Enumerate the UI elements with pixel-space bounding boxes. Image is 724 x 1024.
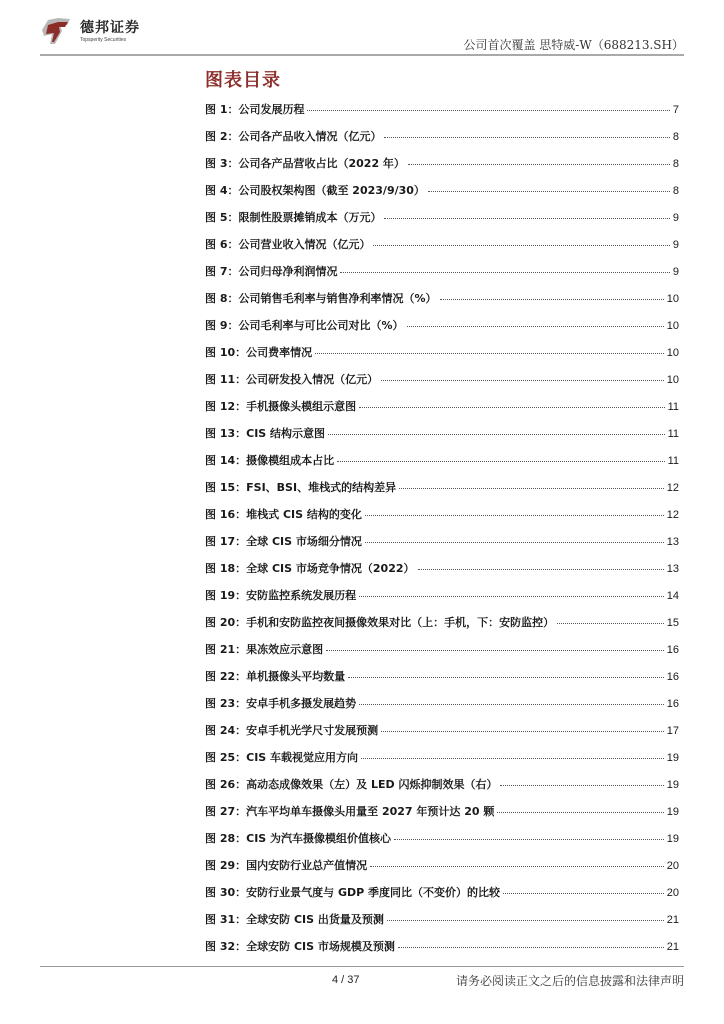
- dot-leader: [307, 110, 669, 111]
- toc-entry-label: 图 4：公司股权架构图（截至 2023/9/30）: [205, 184, 425, 197]
- toc-entry-label: 图 25：CIS 车载视觉应用方向: [205, 751, 359, 764]
- dot-leader: [337, 461, 664, 462]
- toc-entry[interactable]: [205, 398, 679, 425]
- dot-leader: [340, 272, 669, 273]
- company-logo: [40, 16, 150, 48]
- dot-leader: [387, 920, 664, 921]
- toc-entry-page: 17: [666, 725, 679, 737]
- toc-entry[interactable]: [205, 236, 679, 263]
- lion-logo-icon: [40, 16, 74, 46]
- toc-entry-page: 13: [666, 563, 679, 575]
- toc-entry[interactable]: [205, 641, 679, 668]
- dot-leader: [381, 731, 664, 732]
- dot-leader: [315, 353, 664, 354]
- toc-entry[interactable]: [205, 101, 679, 128]
- dot-leader: [326, 650, 664, 651]
- toc-entry-label: 图 32：全球安防 CIS 市场规模及预测: [205, 940, 395, 953]
- toc-entry[interactable]: [205, 317, 679, 344]
- dot-leader: [428, 191, 670, 192]
- toc-entry-label: 图 10：公司费率情况: [205, 346, 313, 359]
- toc-entry-page: 19: [666, 806, 679, 818]
- dot-leader: [557, 623, 664, 624]
- footer-divider: [40, 966, 684, 967]
- dot-leader: [365, 542, 664, 543]
- dot-leader: [348, 677, 664, 678]
- toc-entry-label: 图 30：安防行业景气度与 GDP 季度同比（不变价）的比较: [205, 886, 501, 899]
- toc-entry-label: 图 8：公司销售毛利率与销售净利率情况（%）: [205, 292, 437, 305]
- toc-entry[interactable]: [205, 155, 679, 182]
- toc-entry[interactable]: [205, 668, 679, 695]
- toc-entry-label: 图 28：CIS 为汽车摄像模组价值核心: [205, 832, 392, 845]
- dot-leader: [359, 704, 664, 705]
- toc-entry[interactable]: [205, 722, 679, 749]
- toc-entry[interactable]: [205, 533, 679, 560]
- toc-entry[interactable]: [205, 884, 679, 911]
- logo-english-name: Topsperity Securities: [80, 37, 127, 43]
- toc-entry-label: 图 7：公司归母净利润情况: [205, 265, 338, 278]
- toc-entry-label: 图 17：全球 CIS 市场细分情况: [205, 535, 362, 548]
- toc-entry-page: 16: [666, 644, 679, 656]
- dot-leader: [399, 488, 664, 489]
- toc-entry-label: 图 11：公司研发投入情况（亿元）: [205, 373, 379, 386]
- toc-entry[interactable]: [205, 128, 679, 155]
- toc-entry-page: 10: [666, 293, 679, 305]
- toc-entry-page: 15: [666, 617, 679, 629]
- toc-entry-label: 图 24：安卓手机光学尺寸发展预测: [205, 724, 379, 737]
- header-divider: [40, 54, 684, 56]
- dot-leader: [359, 596, 664, 597]
- legal-disclaimer: 请务必阅读正文之后的信息披露和法律声明: [455, 974, 684, 988]
- toc-entry-label: 图 13：CIS 结构示意图: [205, 427, 326, 440]
- dot-leader: [370, 866, 664, 867]
- toc-entry-label: 图 26：高动态成像效果（左）及 LED 闪烁抑制效果（右）: [205, 778, 498, 791]
- toc-entry-label: 图 20：手机和安防监控夜间摄像效果对比（上：手机，下：安防监控）: [205, 616, 555, 629]
- toc-entry-page: 20: [666, 860, 679, 872]
- toc-entry-label: 图 12：手机摄像头模组示意图: [205, 400, 357, 413]
- toc-entry-label: 图 18：全球 CIS 市场竞争情况（2022）: [205, 562, 415, 575]
- toc-entry-label: 图 3：公司各产品营收占比（2022 年）: [205, 157, 405, 170]
- toc-entry[interactable]: [205, 587, 679, 614]
- toc-entry-page: 19: [666, 752, 679, 764]
- dot-leader: [503, 893, 664, 894]
- toc-entry-page: 13: [666, 536, 679, 548]
- logo-chinese-name: 德邦证券: [80, 20, 140, 36]
- dot-leader: [408, 164, 670, 165]
- toc-entry-label: 图 5：限制性股票摊销成本（万元）: [205, 211, 382, 224]
- dot-leader: [365, 515, 664, 516]
- report-label: 公司首次覆盖 思特威-W（688213.SH）: [463, 38, 684, 52]
- toc-entry-page: 8: [672, 185, 679, 197]
- toc-entry[interactable]: [205, 479, 679, 506]
- toc-entry-page: 21: [666, 914, 679, 926]
- dot-leader: [394, 839, 664, 840]
- toc-entry[interactable]: [205, 830, 679, 857]
- dot-leader: [384, 218, 669, 219]
- toc-entry[interactable]: [205, 452, 679, 479]
- toc-entry-page: 16: [666, 698, 679, 710]
- toc-entry[interactable]: [205, 209, 679, 236]
- toc-entry-label: 图 22：单机摄像头平均数量: [205, 670, 346, 683]
- toc-entry-label: 图 14：摄像模组成本占比: [205, 454, 335, 467]
- toc-entry-label: 图 6：公司营业收入情况（亿元）: [205, 238, 371, 251]
- toc-entry-page: 11: [667, 401, 679, 413]
- toc-entry-label: 图 9：公司毛利率与可比公司对比（%）: [205, 319, 404, 332]
- toc-entry[interactable]: [205, 911, 679, 938]
- dot-leader: [398, 947, 664, 948]
- toc-entry-label: 图 31：全球安防 CIS 出货量及预测: [205, 913, 384, 926]
- toc-entry-page: 12: [666, 509, 679, 521]
- toc-entry-label: 图 27：汽车平均单车摄像头用量至 2027 年预计达 20 颗: [205, 805, 495, 818]
- toc-entry[interactable]: [205, 560, 679, 587]
- toc-entry[interactable]: [205, 425, 679, 452]
- dot-leader: [497, 812, 663, 813]
- dot-leader: [373, 245, 669, 246]
- toc-title: 图表目录: [205, 70, 281, 91]
- toc-entry-label: 图 1：公司发展历程: [205, 103, 305, 116]
- toc-entry-label: 图 21：果冻效应示意图: [205, 643, 324, 656]
- toc-entry[interactable]: [205, 371, 679, 398]
- toc-entry-page: 12: [666, 482, 679, 494]
- dot-leader: [440, 299, 664, 300]
- dot-leader: [407, 326, 664, 327]
- toc-entry-label: 图 16：堆栈式 CIS 结构的变化: [205, 508, 362, 521]
- toc-entry-page: 8: [672, 158, 679, 170]
- toc-entry[interactable]: [205, 695, 679, 722]
- toc-entry[interactable]: [205, 857, 679, 884]
- dot-leader: [500, 785, 663, 786]
- dot-leader: [381, 380, 664, 381]
- dot-leader: [328, 434, 665, 435]
- toc-entry-page: 19: [666, 833, 679, 845]
- toc-entry-page: 9: [672, 239, 679, 251]
- toc-entry-page: 10: [666, 374, 679, 386]
- toc-entry[interactable]: [205, 776, 679, 803]
- toc-entry-page: 9: [672, 266, 679, 278]
- toc-entry-label: 图 23：安卓手机多摄发展趋势: [205, 697, 357, 710]
- toc-entry[interactable]: [205, 803, 679, 830]
- toc-entry-page: 10: [666, 320, 679, 332]
- toc-entry-page: 10: [666, 347, 679, 359]
- toc-entry-page: 19: [666, 779, 679, 791]
- toc-entry-page: 11: [667, 428, 679, 440]
- toc-entry-label: 图 19：安防监控系统发展历程: [205, 589, 357, 602]
- toc-entry[interactable]: [205, 938, 679, 965]
- toc-entry-page: 7: [672, 104, 679, 116]
- toc-entry-label: 图 15：FSI、BSI、堆栈式的结构差异: [205, 481, 397, 494]
- dot-leader: [418, 569, 664, 570]
- toc-entry-page: 9: [672, 212, 679, 224]
- toc-entry[interactable]: [205, 290, 679, 317]
- page-number: 4 / 37: [332, 974, 360, 986]
- toc-entry-label: 图 2：公司各产品收入情况（亿元）: [205, 130, 382, 143]
- dot-leader: [359, 407, 664, 408]
- toc-entry-page: 20: [666, 887, 679, 899]
- toc-entry[interactable]: [205, 182, 679, 209]
- dot-leader: [361, 758, 664, 759]
- toc-entry-page: 11: [667, 455, 679, 467]
- table-of-figures: [205, 101, 679, 965]
- toc-entry[interactable]: [205, 506, 679, 533]
- toc-entry[interactable]: [205, 344, 679, 371]
- dot-leader: [384, 137, 669, 138]
- toc-entry[interactable]: [205, 614, 679, 641]
- toc-entry-label: 图 29：国内安防行业总产值情况: [205, 859, 368, 872]
- toc-entry-page: 8: [672, 131, 679, 143]
- toc-entry-page: 14: [666, 590, 679, 602]
- toc-entry[interactable]: [205, 263, 679, 290]
- toc-entry-page: 16: [666, 671, 679, 683]
- toc-entry[interactable]: [205, 749, 679, 776]
- toc-entry-page: 21: [666, 941, 679, 953]
